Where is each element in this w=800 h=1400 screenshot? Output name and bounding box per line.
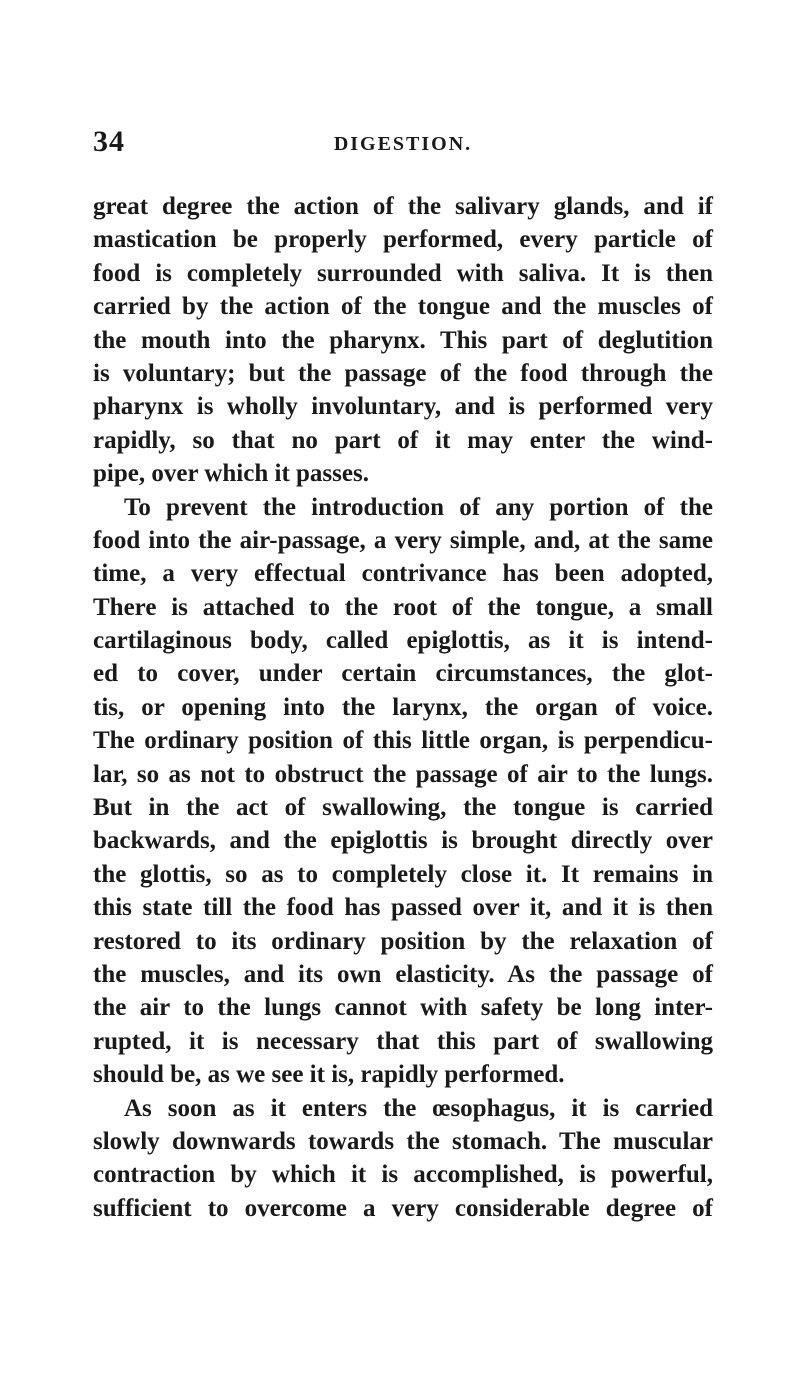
text-line: ed to cover, under certain circumstances, the glot- bbox=[93, 660, 713, 688]
text-line: this state till the food has passed over it, and it is then bbox=[93, 894, 713, 922]
text-line: rupted, it is necessary that this part of swallowing bbox=[93, 1027, 713, 1055]
text-line: the mouth into the pharynx. This part of deglutition bbox=[93, 326, 713, 354]
text-line: lar, so as not to obstruct the passage of air to the lungs. bbox=[93, 760, 713, 788]
running-head: DIGESTION. bbox=[333, 133, 473, 155]
text-line: There is attached to the root of the tongue, a small bbox=[93, 593, 713, 621]
text-line: pipe, over which it passes. bbox=[93, 460, 369, 488]
text-line: mastication be properly performed, every particle of bbox=[93, 226, 713, 254]
text-line: the air to the lungs cannot with safety be long inter- bbox=[93, 994, 713, 1022]
page-number: 34 bbox=[93, 125, 125, 158]
text-line: pharynx is wholly involuntary, and is performed very bbox=[93, 393, 713, 421]
text-line: rapidly, so that no part of it may enter the wind- bbox=[93, 426, 713, 454]
text-line: time, a very effectual contrivance has been adopted, bbox=[93, 560, 713, 588]
text-line: tis, or opening into the larynx, the organ of voice. bbox=[93, 693, 713, 721]
text-line: But in the act of swallowing, the tongue is carried bbox=[93, 794, 713, 822]
text-line: carried by the action of the tongue and the muscles of bbox=[93, 293, 713, 321]
text-line: is voluntary; but the passage of the food through the bbox=[93, 359, 713, 387]
text-line: great degree the action of the salivary glands, and if bbox=[93, 193, 713, 220]
text-line: should be, as we see it is, rapidly performed. bbox=[93, 1061, 565, 1089]
text-line: cartilaginous body, called epiglottis, as it is intend- bbox=[93, 627, 713, 655]
body-text bbox=[93, 190, 713, 1225]
page-header bbox=[93, 125, 713, 165]
text-line: the glottis, so as to completely close it. It remains in bbox=[93, 860, 713, 888]
text-line: food into the air-passage, a very simple, and, at the same bbox=[93, 526, 713, 554]
text-line: restored to its ordinary position by the relaxation of bbox=[93, 927, 713, 955]
text-line: slowly downwards towards the stomach. The muscular bbox=[93, 1127, 713, 1155]
text-line: the muscles, and its own elasticity. As the passage of bbox=[93, 960, 713, 988]
text-line: food is completely surrounded with saliva. It is then bbox=[93, 259, 713, 287]
text-line: contraction by which it is accomplished, is powerful, bbox=[93, 1161, 713, 1189]
text-line: The ordinary position of this little organ, is perpendicu- bbox=[93, 727, 713, 755]
text-line: To prevent the introduction of any portion of the bbox=[124, 493, 713, 521]
text-line: sufficient to overcome a very considerable degree of bbox=[93, 1194, 713, 1222]
text-line: backwards, and the epiglottis is brought directly over bbox=[93, 827, 713, 855]
text-line: As soon as it enters the œsophagus, it is carried bbox=[124, 1094, 713, 1122]
